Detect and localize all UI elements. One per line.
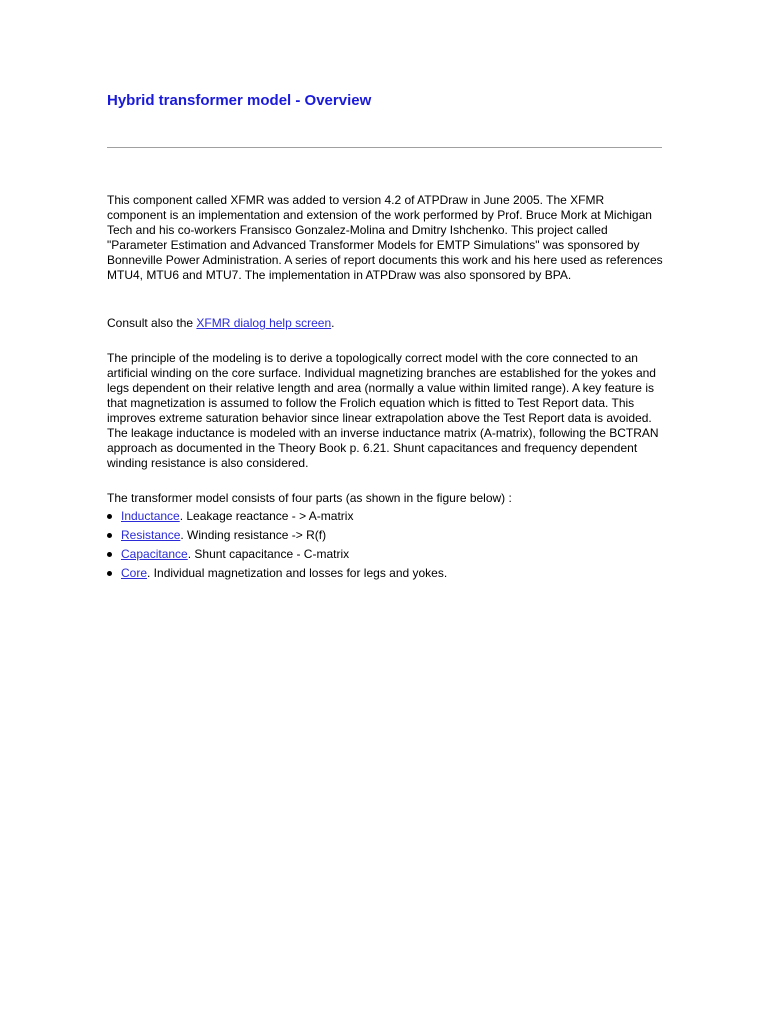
list-item-inductance xyxy=(107,507,447,526)
capacitance-link[interactable]: Capacitance xyxy=(121,547,188,561)
intro-paragraph: This component called XFMR was added to version 4.2 of ATPDraw in June 2005. The XFMR component is an implementation and extension of the work performed by Prof. Bruce Mork at Michigan Tech and his co-workers Fransisco Gonzalez-Molina and Dmitry Ishchenko. This project called "Parameter Estimation and Advanced Transformer Models for EMTP Simulations" was sponsored by Bonneville Power Administration. A series of report documents this work and his here used as references MTU4, MTU6 and MTU7. The implementation in ATPDraw was also sponsored by BPA. xyxy=(107,193,663,282)
bullet-icon xyxy=(107,571,112,576)
bullet-icon xyxy=(107,533,112,538)
core-link[interactable]: Core xyxy=(121,566,148,580)
consult-prefix: Consult also the xyxy=(107,316,197,330)
xfmr-dialog-help-link[interactable]: XFMR dialog help screen xyxy=(196,316,332,330)
resistance-link[interactable]: Resistance xyxy=(121,528,181,542)
parts-list xyxy=(107,507,447,583)
list-item-core xyxy=(107,564,447,583)
bullet-icon xyxy=(107,514,112,519)
consult-paragraph xyxy=(107,316,663,331)
horizontal-divider xyxy=(107,147,662,148)
parts-intro: The transformer model consists of four parts (as shown in the figure below) : xyxy=(107,491,512,505)
resistance-description: . Winding resistance -> R(f) xyxy=(180,528,327,542)
core-description: . Individual magnetization and losses for legs and yokes. xyxy=(147,566,448,580)
list-item-capacitance xyxy=(107,545,447,564)
capacitance-description: . Shunt capacitance - C-matrix xyxy=(187,547,350,561)
inductance-description: . Leakage reactance - > A-matrix xyxy=(179,509,354,523)
principle-paragraph: The principle of the modeling is to derive a topologically correct model with the core connected to an artificial winding on the core surface. Individual magnetizing branches are established for the yokes and legs dependent on their relative length and area (normally a value within limited range). A key feature is that magnetization is assumed to follow the Frolich equation which is fitted to Test Report data. This improves extreme saturation behavior since linear extrapolation above the Test Report data is avoided. The leakage inductance is modeled with an inverse inductance matrix (A-matrix), following the BCTRAN approach as documented in the Theory Book p. 6.21. Shunt capacitances and frequency dependent winding resistance is also considered. xyxy=(107,351,659,470)
consult-suffix: . xyxy=(331,316,335,330)
inductance-link[interactable]: Inductance xyxy=(121,509,180,523)
bullet-icon xyxy=(107,552,112,557)
list-item-resistance xyxy=(107,526,447,545)
page-title: Hybrid transformer model - Overview xyxy=(107,92,372,109)
